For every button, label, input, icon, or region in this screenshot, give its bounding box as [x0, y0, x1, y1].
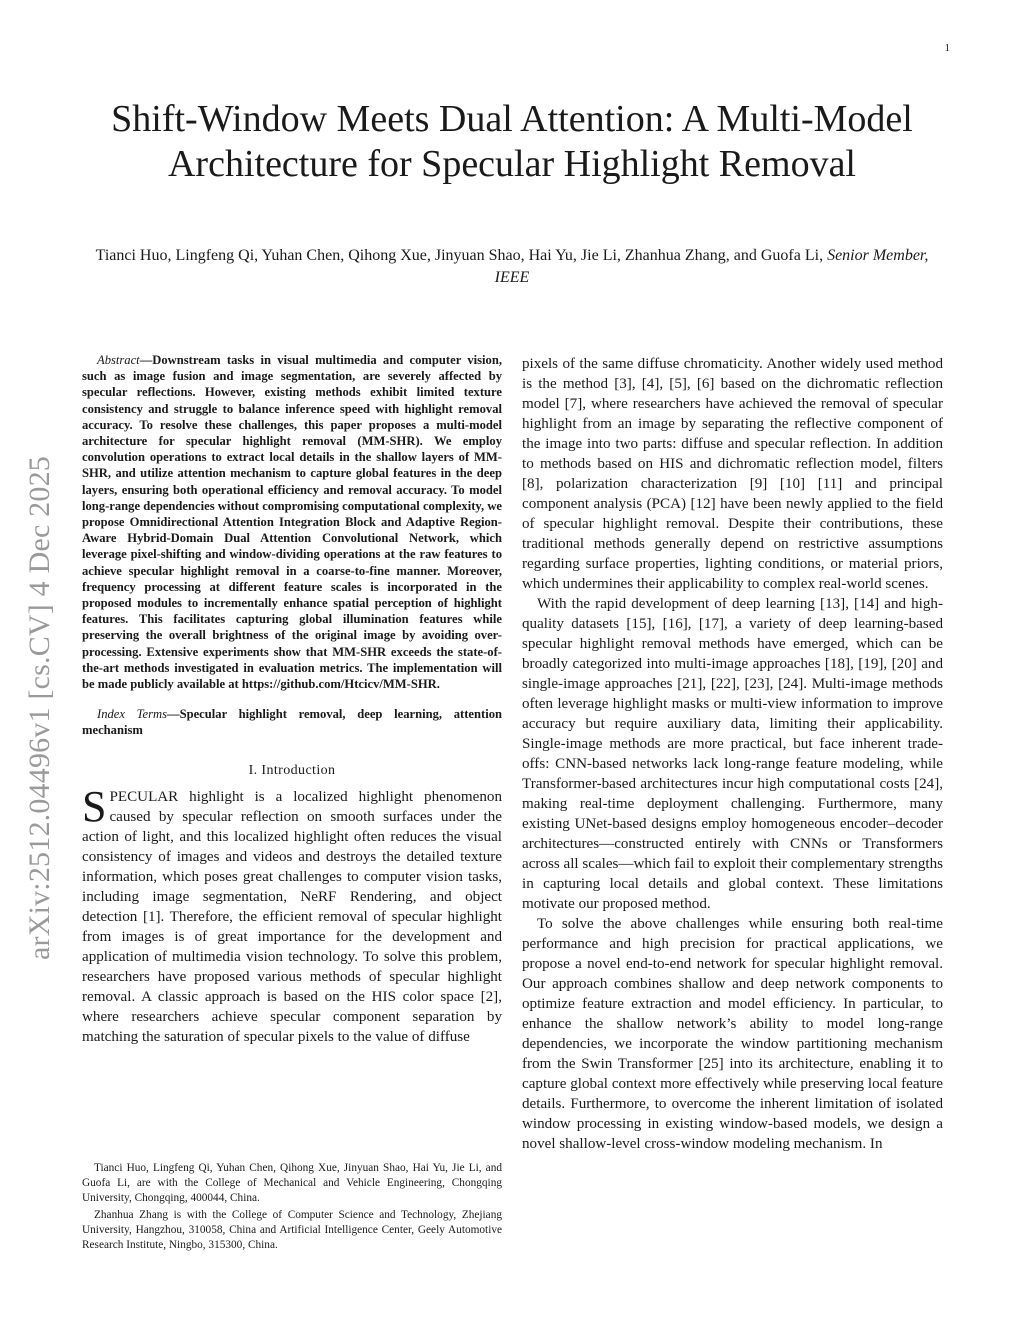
drop-cap: S	[82, 781, 107, 831]
footnote-affiliation-1: Tianci Huo, Lingfeng Qi, Yuhan Chen, Qihong Xue, Jinyuan Shao, Hai Yu, Jie Li, and Guofa Li, are with the College of Mechanical and Vehicle Engineering, Chongqing University, Chongqing, 400044, China.	[82, 1162, 502, 1204]
footnote-affiliation-2: Zhanhua Zhang is with the College of Computer Science and Technology, Zhejiang University, Hangzhou, 310058, China and Artificial Intelligence Center, Geely Automotive Research Institute, Ningbo, 315300, China.	[82, 1209, 502, 1251]
abstract-text: —Downstream tasks in visual multimedia and computer vision, such as image fusion and image segmentation, are severely affected by specular reflections. However, existing methods exhibit limited texture consistency and struggle to balance inference speed with highlight removal accuracy. To resolve these challenges, this paper proposes a multi-model architecture for specular highlight removal (MM-SHR). We employ convolution operations to extract local details in the shallow layers of MM-SHR, and utilize attention mechanism to capture global features in the deep layers, ensuring both operational efficiency and removal accuracy. To model long-range dependencies without compromising computational complexity, we propose Omnidirectional Attention Integration Block and Adaptive Region-Aware Hybrid-Domain Dual Attention Convolutional Network, which leverage pixel-shifting and window-dividing operations at the raw features to achieve specular highlight removal in a coarse-to-fine manner. Moreover, frequency processing at different feature scales is incorporated in the proposed modules to incrementally enhance spatial perception of highlight features. This facilitates capturing global illumination features while preserving the overall brightness of the original image by avoiding over-processing. Extensive experiments show that MM-SHR exceeds the state-of-the-art methods investigated in evaluation metrics. The implementation will be made publicly available at https://github.com/Htcicv/MM-SHR.	[82, 353, 502, 692]
arxiv-identifier: arXiv:2512.04496v1 [cs.CV] 4 Dec 2025	[23, 456, 56, 960]
index-terms	[82, 706, 502, 738]
abstract	[82, 352, 502, 692]
author-membership: Senior Member, IEEE	[494, 247, 929, 286]
intro-paragraph	[82, 781, 502, 1047]
author-list	[82, 245, 942, 289]
right-paragraph-2: With the rapid development of deep learning [13], [14] and high-quality datasets [15], [16], [17], a variety of deep learning-based specular highlight removal methods have emerged, which can be broadly categorized into multi-image approaches [18], [19], [20] and single-image approaches [21], [22], [23], [24]. Multi-image methods often leverage highlight masks or multi-view information to improve accuracy but require auxiliary data, limiting their applicability. Single-image methods are more practical, but face inherent trade-offs: CNN-based networks lack long-range feature modeling, while Transformer-based architectures incur high computational costs [24], making real-time deployment challenging. Furthermore, many existing UNet-based designs employ homogeneous encoder–decoder architectures—constructed entirely with CNNs or Transformers across all scales—which fail to exploit their complementary strengths in capturing local details and global context. These limitations motivate our proposed method.	[522, 596, 943, 912]
intro-first-word: PECULAR	[109, 788, 179, 805]
right-paragraph-1: pixels of the same diffuse chromaticity. Another widely used method is the method [3], [4], [5], [6] based on the dichromatic reflection model [7], where researchers have achieved the removal of specular highlight from an image by separating the reflective component of the image into two parts: diffuse and specular reflection. In addition to methods based on HIS and dichromatic reflection model, filters [8], polarization characterization [9] [10] [11] and principal component analysis (PCA) [12] have been newly applied to the field of specular highlight removal. Despite their contributions, these traditional methods generally depend on restrictive assumptions regarding surface properties, lighting conditions, or material priors, which undermines their applicability to complex real-world scenes.	[522, 356, 943, 592]
paper-title: Shift-Window Meets Dual Attention: A Multi-Model Architecture for Specular Highlight Removal	[111, 98, 913, 185]
index-terms-label: Index Terms	[97, 707, 167, 722]
abstract-label: Abstract	[97, 353, 140, 367]
page-number: 1	[944, 42, 950, 54]
left-column	[82, 352, 502, 1047]
right-column	[522, 354, 943, 1154]
intro-text: highlight is a localized highlight phenomenon caused by specular reflection on smooth surfaces under the action of light, and this localized highlight often reduces the visual consistency of images and videos and destroys the detailed texture information, which poses great challenges to computer vision tasks, including image segmentation, NeRF Rendering, and object detection [1]. Therefore, the efficient removal of specular highlight from images is of great importance for the development and application of multimedia vision technology. To solve this problem, researchers have proposed various methods of specular highlight removal. A classic approach is based on the HIS color space [2], where researchers achieve specular component separation by matching the saturation of specular pixels to the value of diffuse	[82, 788, 502, 1045]
section-heading: I. Introduction	[248, 762, 336, 778]
right-paragraph-3: To solve the above challenges while ensuring both real-time performance and high precision for practical applications, we propose a novel end-to-end network for specular highlight removal. Our approach combines shallow and deep network components to optimize feature extraction and model efficiency. In particular, to enhance the shallow network’s ability to model long-range dependencies, we incorporate the window partitioning mechanism from the Swin Transformer [25] into its architecture, enabling it to capture global context more effectively while preserving local feature details. Furthermore, to overcome the inherent limitation of isolated window processing in existing window-based models, we design a novel shallow-level cross-window modeling mechanism. In	[522, 916, 943, 1152]
footnotes	[82, 1161, 502, 1256]
author-names: Tianci Huo, Lingfeng Qi, Yuhan Chen, Qihong Xue, Jinyuan Shao, Hai Yu, Jie Li, Zhanhua Zhang, and Guofa Li,	[95, 247, 824, 264]
index-terms-text: —Specular highlight removal, deep learning, attention mechanism	[82, 707, 502, 738]
